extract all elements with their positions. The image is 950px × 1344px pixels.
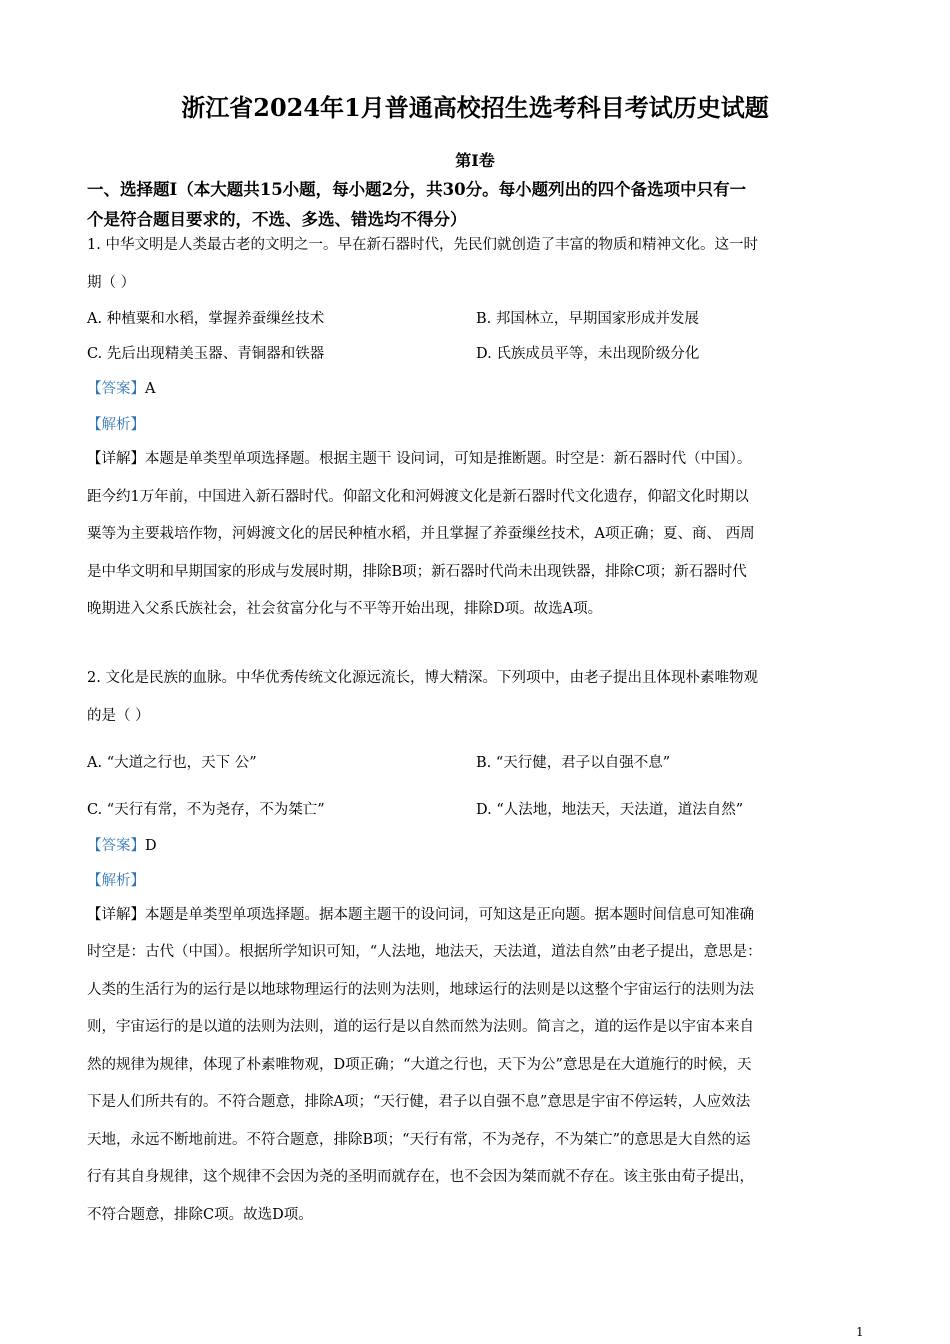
question-2-analysis-label: 【解析】 [87,873,145,889]
question-1-analysis-label: 【解析】 [87,417,145,433]
question-2-answer [87,834,157,855]
page-number: 1 [856,1325,864,1339]
question-1-detail-line-3: 粟等为主要栽培作物，河姆渡文化的居民种植水稻，并且掌握了养蚕缫丝技术，A项正确；夏、商、 西周 [87,526,755,542]
question-2-option-d: D. “人法地，地法天，天法道，道法自然” [476,802,744,818]
question-2-detail-line-3: 人类的生活行为的运行是以地球物理运行的法则为法则，地球运行的法则是以这整个宇宙运行的法则为法 [87,982,754,998]
answer-value: D [145,838,157,854]
question-1-option-c: C. 先后出现精美玉器、青铜器和铁器 [87,346,325,362]
question-2-detail-line-7: 天地，永远不断地前进。不符合题意，排除B项；“天行有常，不为尧存，不为桀亡”的意思是大自然的运 [87,1132,751,1148]
section-header-line-2: 个是符合题目要求的，不选、多选、错选均不得分） [87,210,467,229]
volume-heading: 第Ⅰ卷 [455,151,495,170]
question-1-stem-line-2: 期（ ） [87,275,136,291]
question-2-detail-line-6: 下是人们所共有的。不符合题意，排除A项；“天行健，君子以自强不息”意思是宇宙不停运转，人应效法 [87,1094,751,1110]
question-2-stem-line-1: 2. 文化是民族的血脉。中华优秀传统文化源远流长，博大精深。下列项中，由老子提出且体现朴素唯物观 [87,670,758,686]
question-2-stem-line-2: 的是（ ） [87,708,150,724]
question-1-option-b: B. 邦国林立，早期国家形成并发展 [476,311,699,327]
question-1-detail-line-1: 【详解】本题是单类型单项选择题。根据主题干 设问词，可知是推断题。时空是：新石器时代（中国）。 [87,451,752,467]
question-1-detail-line-4: 是中华文明和早期国家的形成与发展时期，排除B项；新石器时代尚未出现铁器，排除C项；新石器时代 [87,564,747,580]
question-2-option-a: A. “大道之行也，天下 公” [87,755,257,771]
detail-label: 【详解】 [87,907,145,923]
question-1-detail-line-5: 晚期进入父系氏族社会，社会贫富分化与不平等开始出现，排除D项。故选A项。 [87,601,603,617]
answer-value: A [145,381,156,397]
question-1-option-a: A. 种植粟和水稻，掌握养蚕缫丝技术 [87,311,325,327]
question-1-option-d: D. 氏族成员平等，未出现阶级分化 [476,346,700,362]
detail-label: 【详解】 [87,451,145,467]
question-2-detail-line-4: 则，宇宙运行的是以道的法则为法则，道的运行是以自然而然为法则。简言之，道的运作是以宇宙本来自 [87,1019,754,1035]
question-1-stem-line-1: 1. 中华文明是人类最古老的文明之一。早在新石器时代，先民们就创造了丰富的物质和精神文化。这一时 [87,237,758,253]
question-2-detail-line-1: 【详解】本题是单类型单项选择题。据本题主题干的设问词，可知这是正向题。据本题时间信息可知准确 [87,907,754,923]
answer-label: 【答案】 [87,381,145,397]
question-2-detail-line-8: 行有其自身规律，这个规律不会因为尧的圣明而就存在，也不会因为桀而就不存在。该主张由荀子提出， [87,1169,754,1185]
question-1-detail-line-2: 距今约1万年前，中国进入新石器时代。仰韶文化和河姆渡文化是新石器时代文化遗存，仰韶文化时期以 [87,489,749,505]
question-1-answer [87,377,155,398]
question-2-option-c: C. “天行有常，不为尧存，不为桀亡” [87,802,325,818]
question-2-option-b: B. “天行健，君子以自强不息” [476,755,671,771]
question-2-detail-line-5: 然的规律为规律，体现了朴素唯物观，D项正确；“大道之行也，天下为公”意思是在大道施行的时候，天 [87,1057,752,1073]
answer-label: 【答案】 [87,838,145,854]
question-2-detail-line-9: 不符合题意，排除C项。故选D项。 [87,1207,313,1223]
document-title: 浙江省2024年1月普通高校招生选考科目考试历史试题 [181,93,769,122]
section-header-line-1: 一、选择题Ⅰ（本大题共15小题，每小题2分，共30分。每小题列出的四个备选项中只有一 [87,180,747,199]
question-2-detail-line-2: 时空是：古代（中国）。根据所学知识可知，“人法地，地法天，天法道，道法自然”由老子提出，意思是： [87,944,762,960]
